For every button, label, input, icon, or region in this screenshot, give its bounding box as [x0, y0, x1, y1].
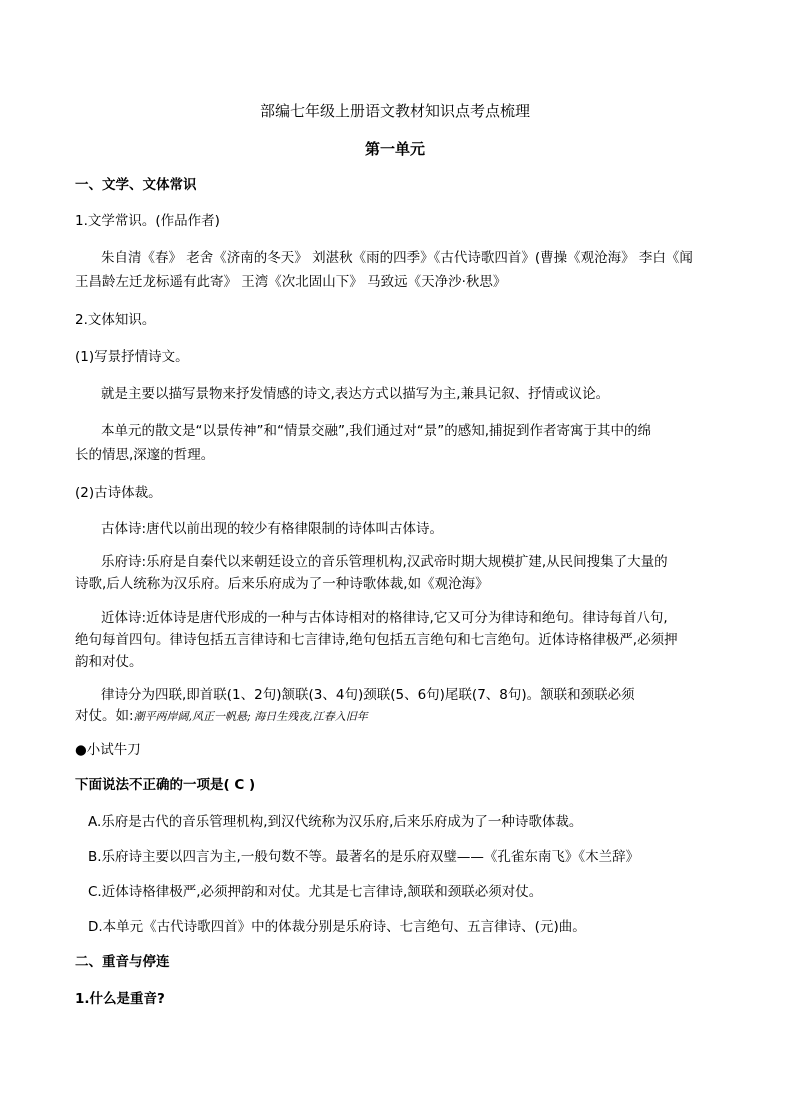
- jinti-line-3: 韵和对仗。: [75, 654, 143, 670]
- quiz-label: ●小试牛刀: [75, 742, 141, 758]
- section2-item1-heading: 1.什么是重音?: [75, 991, 165, 1007]
- sub1-paragraph-2-line-1: 本单元的散文是“以景传神”和“情景交融”,我们通过对“景”的感知,捕捉到作者寄寓于其中的绵: [101, 423, 652, 439]
- quiz-option-a: A.乐府是古代的音乐管理机构,到汉代统称为汉乐府,后来乐府成为了一种诗歌体裁。: [88, 814, 583, 830]
- item2-heading: 2.文体知识。: [75, 312, 156, 328]
- quiz-option-b: B.乐府诗主要以四言为主,一般句数不等。最著名的是乐府双璧——《孔雀东南飞》《木兰辞》: [88, 849, 640, 865]
- quiz-option-c: C.近体诗格律极严,必须押韵和对仗。尤其是七言律诗,颔联和颈联必须对仗。: [88, 884, 543, 900]
- authors-line-1: 朱自清《春》 老舍《济南的冬天》 刘湛秋《雨的四季》《古代诗歌四首》(曹操《观沧海》 李白《闻: [101, 250, 693, 266]
- jinti-line-1: 近体诗:近体诗是唐代形成的一种与古体诗相对的格律诗,它又可分为律诗和绝句。律诗每首八句,: [101, 610, 668, 626]
- sub1-heading: (1)写景抒情诗文。: [75, 349, 189, 365]
- quiz-option-d: D.本单元《古代诗歌四首》中的体裁分别是乐府诗、七言绝句、五言律诗、(元)曲。: [88, 919, 586, 935]
- sub1-paragraph-2-line-2: 长的情思,深邃的哲理。: [75, 447, 215, 463]
- sub2-heading: (2)古诗体裁。: [75, 485, 162, 501]
- lvshi-line-2: [75, 707, 368, 726]
- yuefu-line-2: 诗歌,后人统称为汉乐府。后来乐府成为了一种诗歌体裁,如《观沧海》: [75, 576, 489, 592]
- item1-heading: 1.文学常识。(作品作者): [75, 213, 220, 229]
- lvshi-example: 潮平两岸阔,风正一帆悬; 海日生残夜,江春入旧年: [133, 710, 368, 723]
- unit-title: 第一单元: [364, 140, 425, 158]
- section1-heading: 一、文学、文体常识: [75, 177, 197, 193]
- sub1-paragraph-1: 就是主要以描写景物来抒发情感的诗文,表达方式以描写为主,兼具记叙、抒情或议论。: [101, 386, 610, 402]
- doc-title: 部编七年级上册语文教材知识点考点梳理: [259, 102, 530, 120]
- jinti-line-2: 绝句每首四句。律诗包括五言律诗和七言律诗,绝句包括五言绝句和七言绝句。近体诗格律极严,必须押: [75, 632, 678, 648]
- lvshi-line-1: 律诗分为四联,即首联(1、2句)颔联(3、4句)颈联(5、6句)尾联(7、8句)。颔联和颈联必须: [101, 687, 635, 703]
- yuefu-line-1: 乐府诗:乐府是自秦代以来朝廷设立的音乐管理机构,汉武帝时期大规模扩建,从民间搜集了大量的: [101, 554, 668, 570]
- authors-line-2: 王昌龄左迁龙标遥有此寄》 王湾《次北固山下》 马致远《天净沙·秋思》: [75, 274, 507, 290]
- gushi-paragraph: 古体诗:唐代以前出现的较少有格律限制的诗体叫古体诗。: [101, 521, 444, 537]
- section2-heading: 二、重音与停连: [75, 954, 170, 970]
- quiz-question: 下面说法不正确的一项是( C ): [75, 777, 256, 793]
- lvshi-line-2-prefix: 对仗。如:: [75, 708, 134, 724]
